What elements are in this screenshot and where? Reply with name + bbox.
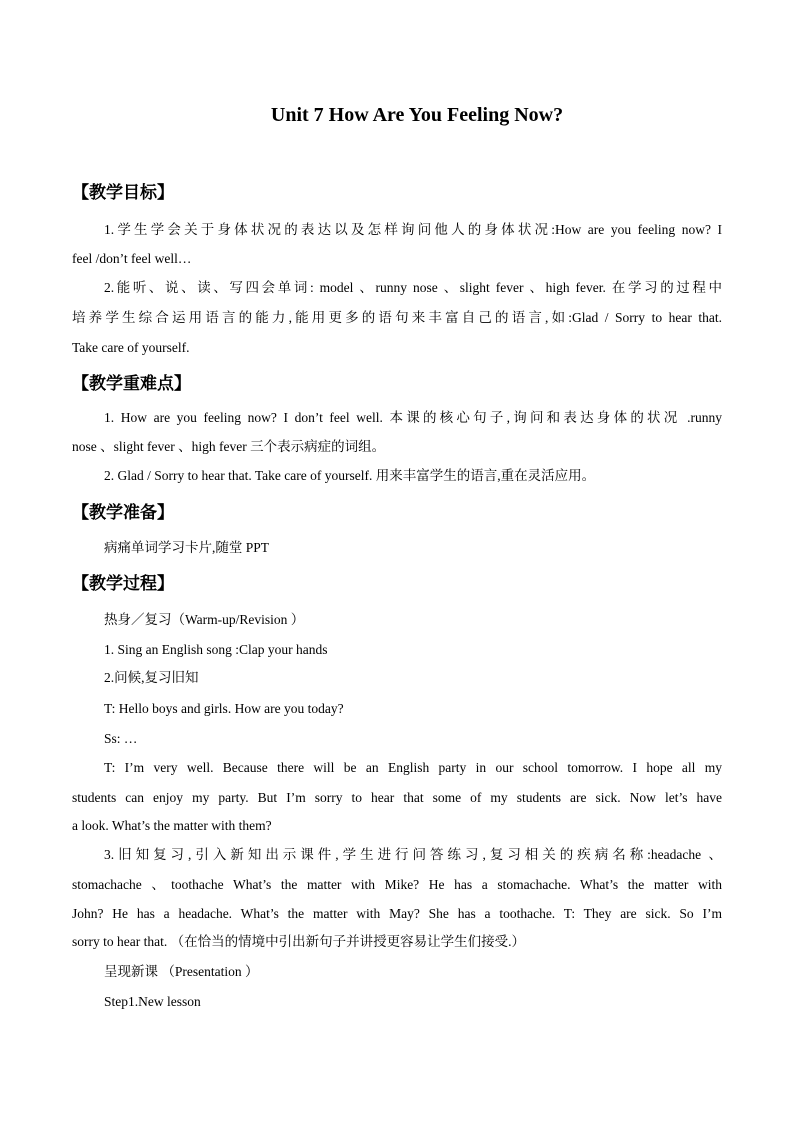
paragraph-line: 2.能听、说、读、写四会单词: model 、runny nose 、slight fever 、high fever. 在学习的过程中 xyxy=(104,280,722,295)
paragraph-line: 培养学生综合运用语言的能力,能用更多的语句来丰富自己的语言,如:Glad / Sorry to hear that. xyxy=(72,310,722,325)
paragraph-line: a look. What’s the matter with them? xyxy=(72,818,272,833)
paragraph-line: sorry to hear that. （在恰当的情境中引出新句子并讲授更容易让学生们接受.） xyxy=(72,934,525,949)
paragraph-line: students can enjoy my party. But I’m sorry to hear that some of my students are sick. Now let’s have xyxy=(72,790,722,805)
paragraph-line: T: Hello boys and girls. How are you today? xyxy=(104,701,344,716)
section-heading-process: 【教学过程】 xyxy=(72,574,174,594)
paragraph-line: stomachache 、toothache What’s the matter with Mike? He has a stomachache. What’s the matter with xyxy=(72,877,722,892)
paragraph-line: 3.旧知复习,引入新知出示课件,学生进行问答练习,复习相关的疾病名称:headache 、 xyxy=(104,847,722,862)
paragraph-line: 呈现新课 （Presentation ） xyxy=(104,964,259,979)
section-heading-objectives: 【教学目标】 xyxy=(72,183,174,203)
section-heading-preparation: 【教学准备】 xyxy=(72,503,174,523)
paragraph-line: 2. Glad / Sorry to hear that. Take care of yourself. 用来丰富学生的语言,重在灵活应用。 xyxy=(104,468,596,483)
paragraph-line: T: I’m very well. Because there will be an English party in our school tomorrow. I hope all my xyxy=(104,760,722,775)
paragraph-line: Ss: … xyxy=(104,731,138,746)
paragraph-line: Step1.New lesson xyxy=(104,994,201,1009)
paragraph-line: John? He has a headache. What’s the matter with May? She has a toothache. T: They are sick. So I’m xyxy=(72,906,722,921)
page-title: Unit 7 How Are You Feeling Now? xyxy=(270,104,564,126)
paragraph-line: 病痛单词学习卡片,随堂 PPT xyxy=(104,540,270,555)
paragraph-line: 1.学生学会关于身体状况的表达以及怎样询问他人的身体状况:How are you feeling now? I xyxy=(104,222,722,237)
paragraph-line: 1. Sing an English song :Clap your hands xyxy=(104,642,328,657)
section-heading-key-points: 【教学重难点】 xyxy=(72,374,191,394)
paragraph-line: 热身／复习（Warm-up/Revision ） xyxy=(104,612,305,627)
paragraph-line: feel /don’t feel well… xyxy=(72,251,192,266)
paragraph-line: nose 、slight fever 、high fever 三个表示病症的词组。 xyxy=(72,439,386,454)
paragraph-line: Take care of yourself. xyxy=(72,340,190,355)
paragraph-line: 1. How are you feeling now? I don’t feel well. 本课的核心句子,询问和表达身体的状况 .runny xyxy=(104,410,722,425)
paragraph-line: 2.问候,复习旧知 xyxy=(104,670,199,685)
